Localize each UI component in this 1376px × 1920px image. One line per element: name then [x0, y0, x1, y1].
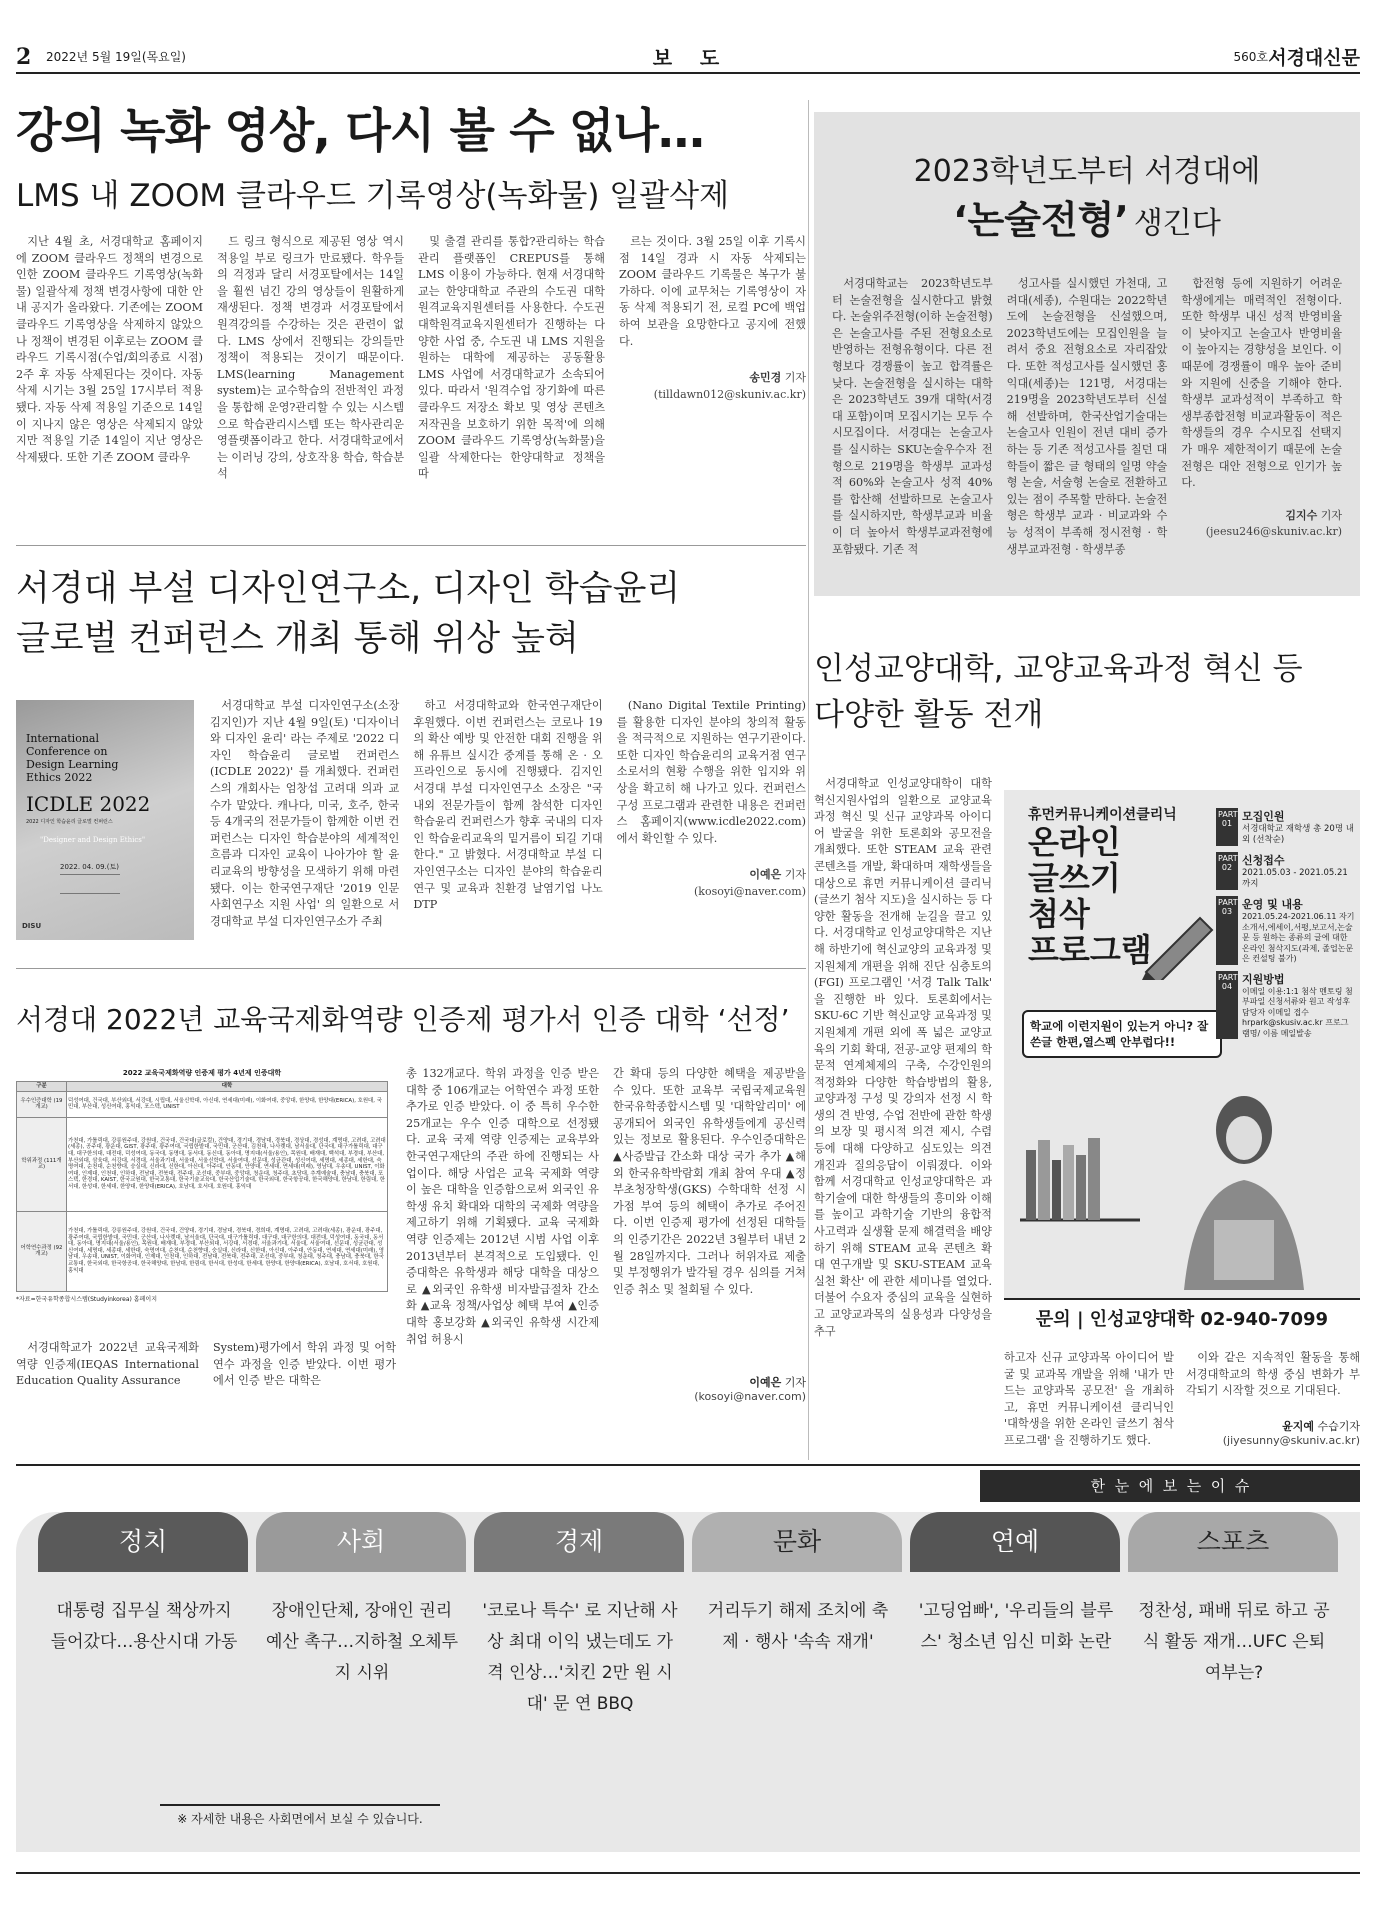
- part-heading: 모집인원: [1242, 810, 1285, 823]
- article4-col3: 이와 같은 지속적인 활동을 통해 서경대학교의 학생 중심 변화가 부각되기 시작할 것으로 기대된다.: [1186, 1351, 1360, 1398]
- pencil-icon: [1140, 910, 1220, 980]
- reporter-name: 윤지예: [1282, 1420, 1314, 1433]
- books-illustration: [1020, 1100, 1140, 1230]
- issue-card: [474, 1512, 684, 1832]
- poster-logo: DISU: [22, 922, 42, 930]
- reporter-email: (jeesu246@skuniv.ac.kr): [1205, 525, 1342, 539]
- reporter-title: 기자: [784, 868, 806, 882]
- issue-card: [910, 1512, 1120, 1832]
- poster-line-1: International: [26, 732, 99, 745]
- article-internationalization: [16, 1000, 806, 1040]
- table-header-universities: 대학: [67, 1082, 388, 1092]
- reporter-email: (kosoyi@naver.com): [694, 1390, 806, 1403]
- issue-tab-label: 스포츠: [1128, 1512, 1338, 1572]
- footer-top-rule: [16, 1464, 1360, 1466]
- writing-clinic-poster: [1004, 790, 1360, 1340]
- header-rule: [16, 72, 1360, 74]
- column-3: (Nano Digital Textile Printing)를 활용한 디자인 분야의 창의적 활동을 적극적으로 지원하는 연구기관이다. 또한 디자인 학습윤리의 교육거점 연구소로서의 현황 수행을 위한 입지와 위상을 확고히 해 나가고 있다. 컨퍼런스 구성 프로그램과 관련한 내용은 컨퍼런스 홈페이지(www.icdle2022.com)에서 확인할 수 있다.: [616, 699, 806, 845]
- column-3: 및 출결 관리를 통합?관리하는 학습관리 플랫폼인 CREPUS를 통해 LMS 이용이 가능하다. 현재 서경대학교는 한양대학교 주관의 수도권 대학원격교육지원센터를 사용한다. 수도권 대학원격교육지원센터가 진행하는 다양한 사업 중, 수도권 내 LMS 지원을 원하는 대학에 제공하는 공동활용 LMS 사업에 서경대학교가 소속되어 있다. 따라서 '원격수업 장기화에 따른 클라우드 저장소 확보 및 영상 콘텐츠 저작권을 보호하기 위한 목적'에 의해 ZOOM 클라우드 기록영상(녹화물)을 일괄 삭제한다는 한양대학교 정책을 따: [418, 235, 605, 481]
- headline: 강의 녹화 영상, 다시 볼 수 없나…: [16, 104, 704, 159]
- issue-text: 대통령 집무실 책상까지 들어갔다…용산시대 가동: [50, 1601, 238, 1652]
- article4-col1: 서경대학교 인성교양대학이 대학혁신지원사업의 일환으로 교양교육과정 혁신 및 신규 교양과목 아이디어 발굴을 위한 토론회와 공모전을 개최했다. 또한 STEAM 교육 관련 콘텐츠를 개발, 확대하며 재학생들을 대상으로 휴먼 커뮤니케이션 클리닉(글쓰기 첨삭 지도)을 실시하는 등 다양한 활동을 전개해 눈길을 끌고 있다. 서경대학교 인성교양대학은 지난해 하반기에 혁신교양의 교육과정 및 지원체계 개편을 위해 진단 심층토의(FGI) 프로그램인 '서경 Talk Talk' 을 진행한 바 있다. 토론회에서는 SKU-6C 기반 혁신교양 교육과정 및 지원체계 개편 외에 폭 넓은 교양교육의 기회 확대, 전공-교양 편제의 학문적 연계체제의 구축, 수강인원의 적정화와 다양한 학습방법의 활용, 교양과정 구성 및 강의자 선정 시 학생의 견 반영, 수업 전반에 관한 학생의 보장 및 평시적 의견 제시, 수렴 등에 대해 다양하고 심도있는 의견 개진과 질의응답이 이뤄졌다. 이와 함께 서경대학교 인성교양대학은 과학기술에 대한 학생들의 흥미와 이해를 높이고 과학기술 기반의 융합적 사고력과 실생활 문제 해결력을 배양하기 위해 STEAM 교육 콘텐츠 확대 연구개발 및 SKU-STEAM 교육실천 확산' 에 관한 세미나를 열었다. 더불어 수요자 중심의 교육을 실현하고 교양교과목의 실용성과 다양성을 추구: [814, 777, 992, 1338]
- headline-line-1: 서경대 부설 디자인연구소, 디자인 학습윤리: [16, 569, 681, 609]
- reporter-title: 기자: [784, 371, 806, 385]
- article3-intro: [16, 1340, 396, 1440]
- article4-byline: [1186, 1412, 1360, 1447]
- reporter-title: 수습기자: [1317, 1420, 1360, 1433]
- issues-banner-label: 한 눈 에 보 는 이 슈: [1090, 1477, 1250, 1495]
- section-divider: [16, 545, 806, 546]
- part-text: 2021.05.24-2021.06.11 자기소개서,에세이,서평,보고서,논술문 등 원하는 종류의 글에 대한 온라인 첨삭지도(과제, 졸업논문은 컨설팅 불가): [1242, 912, 1355, 963]
- page-header: [16, 42, 1360, 68]
- intro-column-2: System)평가에서 학위 과정 및 어학연수 과정을 인증 받았다. 이번 평가에서 인증 받은 대학은: [213, 1341, 396, 1388]
- article-liberal-arts: [814, 646, 1360, 738]
- clinic-title-4: 프로그램: [1028, 931, 1152, 969]
- sidebar-column-3: 합전형 등에 지원하기 어려운 학생에게는 매력적인 전형이다. 또한 학생부 내신 성적 반영비율이 낮아지고 논술고사 반영비율이 높아지는 경향성을 보인다. 이 때문에 경쟁률이 매우 높아 준비와 지원에 신중을 기해야 한다. 학생부 교과성적이 부족하고 학생부종합전형 비교과활동이 적은 학생들의 경우 수시모집 선택지가 매우 제한적이기 때문에 논술전형은 대안 전형으로 인기가 높다.: [1181, 277, 1342, 490]
- article3-byline: [606, 1368, 806, 1403]
- issue-number: 560호: [1233, 50, 1268, 64]
- article3-body: [406, 1066, 806, 1406]
- issue-text: 거리두기 해제 조치에 축제 · 행사 '속속 재개': [707, 1601, 889, 1652]
- issues-banner: [980, 1470, 1360, 1502]
- article-essay-admission: [814, 112, 1360, 596]
- poster-detail-lines: [60, 874, 120, 894]
- sidebar-column-2: 성고사를 실시했던 가천대, 고려대(세종), 수원대는 2022학년도에 논술전형을 신설했으며, 2023학년도에는 모집인원을 늘려서 중요 전형요소로 자리잡았다. 또한 적성고사를 실시했던 홍익대(세종)는 121명, 서경대는 219명을 2023학년도부터 신설해 선발하며, 한국산업기술대는 논술고사 인원이 전년 대비 증가하는 등 기존 적성고사를 칠던 대학들이 짧은 글 형태의 일명 약술형 논술, 서술형 논술로 전환하고 있는 점이 주목할 만하다. 논술전형은 학생부 교과 · 비교과와 수능 성적이 부족해 정시전형 · 학생부교과전형 · 학생부종: [1006, 277, 1168, 556]
- subhead: LMS 내 ZOOM 클라우드 기록영상(녹화물) 일괄삭제: [16, 178, 730, 214]
- issue-text: 장애인단체, 장애인 권리예산 촉구…지하철 오체투지 시위: [265, 1601, 459, 1683]
- sidebar-column-1: 서경대학교는 2023학년도부터 논술전형을 실시한다고 밝혔다. 논술위주전형(이하 논술전형)은 논술고사를 주된 전형요소로 반영하는 전형유형이다. 다른 전형보다 경쟁률이 높고 합격률은 낮다. 논술전형을 실시하는 대학은 2023학년도 39개 대학(서경대 포함)이며 모집시기는 모두 수시모집이다. 서경대는 논술고사를 실시하는 SKU논술우수자 전형으로 219명을 학생부 교과성적 60%와 논술고사 성적 40%를 합산해 선발하므로 논술고사를 실시하지만, 학생부교과 비율이 더 높아서 학생부교과전형에 포함됐다. 기존 적: [832, 277, 993, 556]
- clinic-title-1: 온라인: [1028, 823, 1121, 861]
- certification-table: [16, 1068, 388, 1318]
- column-2: 드 링크 형식으로 제공된 영상 역시 적용일 부로 링크가 만료됐다. 학우들의 걱정과 달리 서경포탈에서는 14일을 훨씬 넘긴 강의 영상들이 원활하게 재생된다. 정책 변경과 서경포탈에서 원격강의를 수강하는 것은 관련이 없다. LMS 상에서 진행되는 강의들만 정책이 적용되는 것이기 때문이다. LMS(learning Management system)는 교수학습의 전반적인 과정을 통합해 운영?관리할 수 있는 시스템으로 학습관리시스템 또는 학사관리운영플랫폼이라고 한다. 서경대학교에서는 이러닝 강의, 상호작용 학습, 학습분석: [217, 235, 405, 481]
- part-text: 2021.05.03 - 2021.05.21 까지: [1242, 868, 1348, 889]
- column-4: 르는 것이다. 3월 25일 이후 기록시점 14일 경과 시 자동 삭제되는 ZOOM 클라우드 기록물은 복구가 불가하다. 이에 교무처는 기록영상이 자동 삭제 적용되기 전, 로컬 PC에 백업하여 보관을 요망한다고 공지에 전했다.: [619, 235, 806, 348]
- article2-body: [210, 698, 806, 938]
- article-design-conference: [16, 564, 806, 664]
- column-rule: [808, 100, 809, 1460]
- page-number: 2: [16, 44, 32, 70]
- issue-text: 정찬성, 패배 뒤로 하고 공식 활동 재개…UFC 은퇴 여부는?: [1138, 1601, 1330, 1683]
- clinic-contact: 문의 | 인성교양대학 02-940-7099: [1004, 1298, 1360, 1340]
- poster-title: ICDLE 2022: [26, 792, 151, 816]
- reporter-email: (tilldawn012@skuniv.ac.kr): [653, 387, 806, 401]
- table-note: *자료=한국유학종합시스템(Studyinkorea) 홈페이지: [16, 1295, 157, 1303]
- reporter-email: (kosoyi@naver.com): [693, 884, 806, 898]
- part-heading: 지원방법: [1242, 972, 1285, 986]
- sidebar-headline-rest: 생긴다: [1133, 206, 1221, 241]
- issue-card: [692, 1512, 902, 1832]
- reporter-email: (jiyesunny@skuniv.ac.kr): [1222, 1434, 1360, 1447]
- issue-tab-label: 문화: [692, 1512, 902, 1572]
- poster-line-2: Conference on: [26, 745, 108, 758]
- issue-card: [256, 1512, 466, 1832]
- reporter-name: 김지수: [1285, 508, 1318, 522]
- reporter-title: 기자: [1320, 508, 1342, 522]
- paper-name: 서경대신문: [1268, 47, 1360, 69]
- part-tag: PART 01: [1216, 808, 1238, 846]
- table-row: 학위과정 (111개교) 가천대, 가톨릭대, 강릉원주대, 강원대, 건국대, 건국대(글로컬), 건양대, 경기대, 경남대, 경북대, 경상대, 경성대, 계명대, 고려대, 고려대(세종), 공주대, 광운대, GIST, 광주대, 광주여대, 국립한밭대, 국민대, 군산대, 김천대, 나사렛대, 남서울대, 단국대, 대구가톨릭대, 대구대, 대구한의대, 대전대, 덕성여대, 동국대, 동명대, 동서대, 동신대, 동아대, 명지대(서울/용인), 목원대, 배재대, 백석대, 부경대, 부산대, 부산외대, 삼육대, 서강대, 서경대, 서울과기대, 서울대, 서울신학대, 서울여대, 선문대, 성균관대, 성신여대, 세명대, 세종대, 세한대, 숙명여대, 순천대, 순천향대, 숭실대, 신라대, 신한대, 아신대, 아주대, 안동대, 안양대, 연세대, 연세대(미래), 영남대, 우송대, UNIST, 이화여대, 인제대, 인천대, 인하대, 전남대, 전북대, 전주대, 조선대, 중부대, 중앙대, 청운대, 청주대, 초당대, 추계예술대, 충남대, 충북대, 포스텍, 한경대, KAIST, 한국교원대, 한국교통대, 한국기술교육대, 한국산업기술대, 한국외대, 한국항공대, 한국해양대, 한남대, 한림대, 한서대, 한성대, 한세대, 한양대, 한양대(ERICA), 호남대, 호서대, 호원대, 홍익대: [17, 1117, 388, 1211]
- part-tag: PART 03: [1216, 896, 1238, 965]
- poster-date: 2022. 04. 09.(토): [60, 863, 119, 871]
- headline-line-1: 인성교양대학, 교양교육과정 혁신 등: [814, 651, 1303, 687]
- sidebar-headline-quoted: ‘논술전형’: [953, 198, 1129, 242]
- part-heading: 운영 및 내용: [1242, 898, 1303, 911]
- column-1: 총 132개교다. 학위 과정을 인증 받은 대학 중 106개교는 어학연수 과정 또한 추가로 인증 받았다. 이 중 특히 우수한 25개교는 우수 인증 대학으로 선정됐다. 교육 국제 역량 인증제는 교육부와 한국연구재단의 주관 하에 진행되는 사업이다. 해당 사업은 교육 국제화 역량이 높은 대학을 인증함으로써 외국인 유학생 유치 확대와 대학의 국제화 역량을 제고하기 위해 기획됐다. 교육 국제화 역량 인증제는 2012년 시범 사업 이후 2013년부터 본격적으로 도입됐다. 인증대학은 유학생과 해당 대학을 대상으로 ▲외국인 유학생 비자발급절차 간소화 ▲교육 정책/사업상 혜택 부여 ▲인증대학 홍보강화 ▲외국인 유학생 시간제 취업 허용시: [406, 1067, 599, 1346]
- poster-line-3: Design Learning: [26, 758, 119, 771]
- clinic-speech-bubble: 학교에 이런지원이 있는거 아니? 잘쓴글 한편,열스펙 안부럽다!!: [1022, 1010, 1222, 1058]
- footer-bottom-rule: [16, 1872, 1360, 1874]
- sidebar-headline-1: 2023학년도부터 서경대에: [913, 154, 1261, 189]
- person-illustration: [1144, 1080, 1344, 1290]
- section-title: 보 도: [652, 46, 720, 70]
- headline-line-2: 다양한 활동 전개: [814, 697, 1044, 733]
- clinic-title-3: 첨삭: [1028, 895, 1090, 933]
- part-tag: PART 02: [1216, 852, 1238, 890]
- issue-tab-label: 경제: [474, 1512, 684, 1572]
- table-row: 우수인증대학 (19개교) 덕성여대, 건국대, 부산외대, 서강대, 시립대, 서울신학대, 아신대, 연세대(미래), 이화여대, 중앙대, 한양대, 한양대(ERICA), 호원대, 국민대, 부산대, 성신여대, 홍익대, 포스텍, UNIST: [17, 1091, 388, 1117]
- part-text: 이메일 이용:1:1 첨삭 멘토링 첨부파일 신청서류와 원고 작성후 담당자 이메일 접수 hrpark@skusiv.ac.kr 프로그램명/ 이름 메일발송: [1242, 986, 1353, 1038]
- article4-col2: 하고자 신규 교양과목 아이디어 발굴 및 교과목 개발을 위해 '내가 만드는 교양과목 공모전' 을 개최하고, 휴먼 커뮤니케이션 클리닉인 '대학생을 위한 온라인 글쓰기 첨삭 프로그램' 을 진행하기도 했다.: [1004, 1351, 1174, 1447]
- part-heading: 신청접수: [1242, 854, 1285, 867]
- article-zoom: [16, 100, 806, 514]
- poster-korean: 2022 디자인 학습윤리 글로벌 컨퍼런스: [26, 819, 113, 825]
- column-1: 서경대학교 부설 디자인연구소(소장 김지인)가 지난 4월 9일(토) '디자이너와 디자인 윤리' 라는 주제로 '2022 디자인 학습윤리 글로벌 컨퍼런스(ICDLE 2022)' 를 개최했다. 컨퍼런스의 개회사는 엄창섭 고려대 의과 교수가 맡았다. 캐나다, 미국, 호주, 한국 등 4개국의 전문가들이 함께한 이번 컨퍼런스는 디자인 학습분야의 세계적인 흐름과 디자인 교육이 나아가야 할 윤리교육의 방향성을 모색하기 위해 마련됐다. 이는 한국연구재단 '2019 인문사회연구소 지원 사업' 의 일환으로 서경대학교 부설 디자인연구소가 주최: [210, 699, 400, 928]
- column-2: 하고 서경대학교와 한국연구재단이 후원했다. 이번 컨퍼런스는 코로나 19의 확산 예방 및 안전한 대회 진행을 위해 유튜브 실시간 중계를 통해 온 · 오프라인으로 동시에 진행됐다. 김지인 서경대 부설 디자인연구소 소장은 "국내외 전문가들이 함께 참석한 디자인 학습윤리 컨퍼런스가 향후 국내의 디자인 학습윤리교육의 밑거름이 되길 기대한다." 고 밝혔다. 서경대학교 부설 디자인연구소는 디자인 분야의 학습윤리 연구 및 교육과 친환경 날염기업 나노 DTP: [413, 699, 603, 912]
- table-title: 2022 교육국제화역량 인증제 평가 4년제 인증대학: [122, 1069, 282, 1077]
- reporter-title: 기자: [784, 1376, 806, 1389]
- intro-column-1: 서경대학교가 2022년 교육국제화역량 인증제(IEQAS International Education Quality Assurance: [16, 1341, 199, 1388]
- issue-text: '코로나 특수' 로 지난해 사상 최대 이익 냈는데도 가격 인상…'치킨 2만 원 시대' 문 연 BBQ: [482, 1601, 678, 1714]
- column-2: 간 확대 등의 다양한 혜택을 제공받을 수 있다. 또한 교육부 국립국제교육원 한국유학종합시스템 및 '대학알리미' 에 공개되어 외국인 유학생들에게 공신력 있는 정보로 활용된다. 우수인증대학은 ▲사증발급 간소화 대상 국가 추가 ▲해외 한국유학박람회 개최 참여 우대 ▲정부초청장학생(GKS) 수학대학 선정 시 가점 부여 등의 혜택이 추가로 주어진다. 이번 인증제 평가에 선정된 대학들의 인증기간은 2022년 3월부터 내년 2월 28일까지다. 그러나 허위자료 제출 및 부정행위가 발각될 경우 심의를 거쳐 인증 취소 및 철회될 수 있다.: [613, 1067, 806, 1296]
- part-text: 서경대학교 재학생 총 20명 내외 (선착순): [1242, 824, 1354, 845]
- issue-tab-label: 정치: [38, 1512, 248, 1572]
- headline-line-2: 글로벌 컨퍼런스 개최 통해 위상 높혀: [16, 619, 579, 659]
- issue-card: [1128, 1512, 1338, 1832]
- part-tag: PART 04: [1216, 971, 1238, 1040]
- poster-theme: "Designer and Design Ethics": [40, 836, 146, 844]
- issue-card: [38, 1512, 248, 1832]
- issues-note: ※ 자세한 내용은 사회면에서 보실 수 있습니다.: [160, 1804, 440, 1827]
- issue-text: '고딩엄빠', '우리들의 블루스' 청소년 임신 미화 논란: [918, 1601, 1114, 1652]
- issues-tabs: [38, 1512, 1348, 1832]
- issue-tab-label: 사회: [256, 1512, 466, 1572]
- clinic-title-2: 글쓰기: [1028, 859, 1121, 897]
- reporter-name: 이예은: [749, 868, 782, 882]
- poster-line-4: Ethics 2022: [26, 771, 93, 784]
- issue-tab-label: 연예: [910, 1512, 1120, 1572]
- header-date: 2022년 5월 19일(목요일): [46, 50, 186, 64]
- table-row: 어학연수과정 (92개교) 가천대, 가톨릭대, 강릉원주대, 강원대, 건국대, 건양대, 경기대, 경남대, 경북대, 경희대, 계명대, 고려대, 고려대(세종), 광운대, 광주대, 광주여대, 국립한밭대, 국민대, 군산대, 나사렛대, 남서울대, 단국대, 대구가톨릭대, 대구대, 대구한의대, 대전대, 덕성여대, 동국대, 동서대, 동아대, 명지대(서울/용인), 목원대, 배재대, 부경대, 부산외대, 서강대, 서경대, 서울과기대, 서울대, 서울여대, 선문대, 성균관대, 성신여대, 세명대, 세종대, 세한대, 숙명여대, 순천대, 순천향대, 숭실대, 신라대, 신한대, 아신대, 아주대, 안동대, 연세대, 연세대(미래), 영남대, 우송대, UNIST, 이화여대, 인제대, 인천대, 인하대, 전남대, 전북대, 전주대, 조선대, 중부대, 청운대, 청주대, 충남대, 충북대, 한국교통대, 한국외대, 한국항공대, 한국해양대, 한남대, 한림대, 한서대, 한성대, 한세대, 한양대, 한양대(ERICA), 호남대, 호서대, 호원대, 홍익대: [17, 1211, 388, 1291]
- column-1: 지난 4월 초, 서경대학교 홈페이지에 ZOOM 클라우드 정책의 변경으로 인한 ZOOM 클라우드 기록영상(녹화물) 일괄삭제 정책 변경사항에 대한 안내 공지가 올라왔다. 기존에는 ZOOM 클라우드 기록영상을 삭제하지 않았으나 정책이 변경된 이후로는 ZOOM 클라우드 기록시점(수업/회의종료 시점) 2주 후 자동 삭제된다는 것이다. 자동 삭제 시기는 3월 25일 17시부터 적용됐다. 자동 삭제 적용일 기준으로 14일이 지나지 않은 영상은 삭제되지 않았지만 적용일 기준 14일이 지난 영상은 삭제됐다. 또한 기존 ZOOM 클라우: [16, 235, 203, 464]
- reporter-name: 송민경: [749, 371, 782, 385]
- clinic-top-label: 휴먼커뮤니케이션클리닉: [1028, 807, 1177, 823]
- headline: 서경대 2022년 교육국제화역량 인증제 평가서 인증 대학 ‘선정’: [16, 1003, 790, 1036]
- section-divider: [16, 968, 806, 969]
- conference-poster: [16, 700, 194, 940]
- table-header-category: 구분: [17, 1082, 67, 1092]
- reporter-name: 이예은: [749, 1376, 782, 1389]
